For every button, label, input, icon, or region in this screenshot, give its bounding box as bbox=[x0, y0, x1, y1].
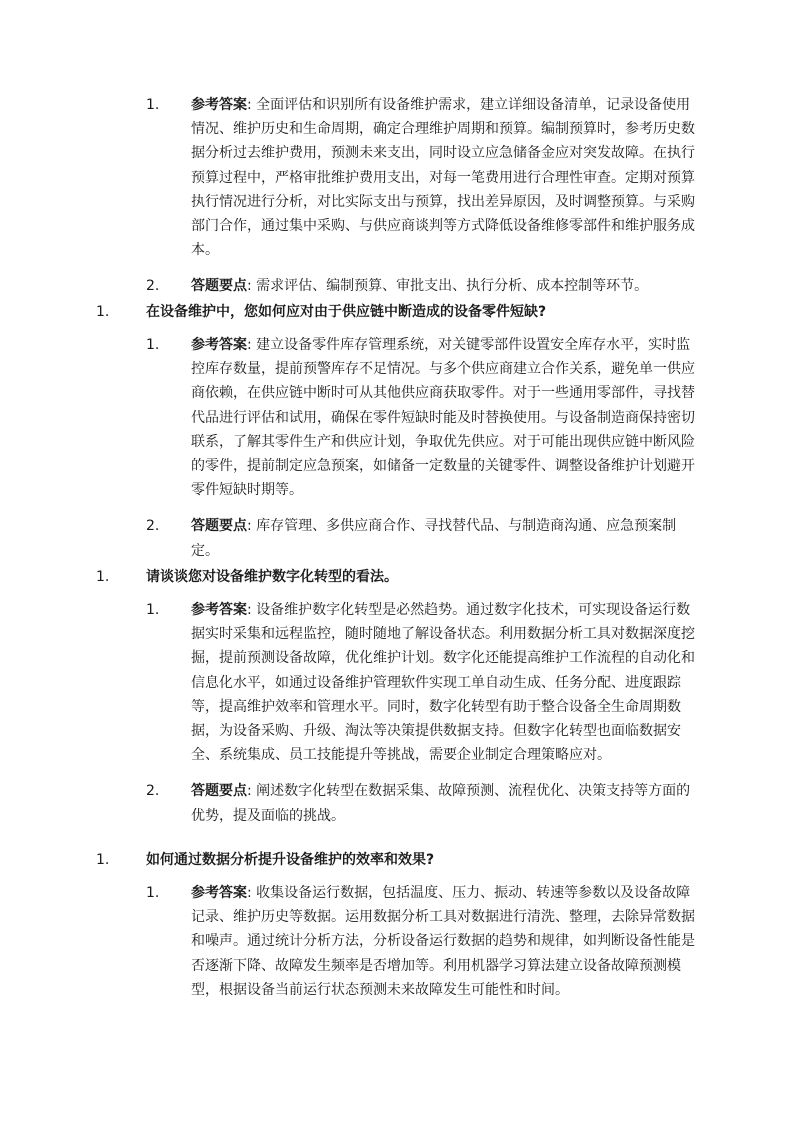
list-number: 1. bbox=[96, 569, 110, 585]
qa-block-3 bbox=[0, 848, 706, 1002]
points-text: 库存管理、多供应商合作、寻找替代品、与制造商沟通、应急预案制定。 bbox=[191, 518, 677, 559]
points-label: 答题要点 bbox=[191, 783, 247, 800]
points-text: 需求评估、编制预算、审批支出、执行分析、成本控制等环节。 bbox=[256, 278, 649, 295]
answer-text: 设备维护数字化转型是必然趋势。通过数字化技术，可实现设备运行数据实时采集和远程监控，随时随地了解设备状态。利用数据分析工具对数据深度挖掘，提前预测设备故障，优化维护计划。数字化还能提高维护工作流程的自动化和信息化水平，如通过设备维护管理软件实现工单自动生成、任务分配、进度跟踪等，提高维护效率和管理水平。同时，数字化转型有助于整合设备全生命周期数据，为设备采购、升级、淘汰等决策提供数据支持。但数字化转型也面临数据安全、系统集成、员工技能提升等挑战，需要企业制定合理策略应对。 bbox=[191, 602, 695, 764]
question-text: 在设备维护中，您如何应对由于供应链中断造成的设备零件短缺? bbox=[146, 304, 547, 320]
list-number: 1. bbox=[96, 852, 110, 868]
question-item bbox=[0, 565, 706, 589]
answer-item: 1. 参考答案: 收集设备运行数据，包括温度、压力、振动、转速等参数以及设备故障记录、维护历史等数据。运用数据分析工具对数据进行清洗、整理，去除异常数据和噪声。通过统计分析方法，分析设备运行数据的趋势和规律，如判断设备性能是否逐渐下降、故障发生频率是否增加等。利用机器学习算法建立设备故障预测模型，根据设备当前运行状态预测未来故障发生可能性和时间。 bbox=[0, 881, 699, 1002]
answer-label: 参考答案 bbox=[191, 337, 247, 353]
points-label: 答题要点 bbox=[191, 518, 247, 535]
answer-label: 参考答案 bbox=[191, 885, 247, 901]
list-number: 1. bbox=[96, 304, 110, 320]
list-number: 1. bbox=[146, 337, 160, 353]
points-item: 2. 答题要点: 阐述数字化转型在数据采集、故障预测、流程优化、决策支持等方面的优势，提及面临的挑战。 bbox=[0, 779, 699, 827]
qa-block-2 bbox=[0, 565, 706, 828]
question-item bbox=[0, 300, 706, 324]
question-item bbox=[0, 848, 706, 872]
list-number: 1. bbox=[146, 602, 160, 618]
list-number: 2. bbox=[146, 783, 160, 800]
list-number: 2. bbox=[146, 518, 160, 535]
question-text: 如何通过数据分析提升设备维护的效率和效果? bbox=[146, 852, 435, 868]
list-number: 1. bbox=[146, 885, 160, 901]
points-item: 2. 答题要点: 需求评估、编制预算、审批支出、执行分析、成本控制等环节。 bbox=[0, 274, 699, 298]
answer-item: 1. 参考答案: 全面评估和识别所有设备维护需求，建立详细设备清单，记录设备使用情况、维护历史和生命周期，确定合理维护周期和预算。编制预算时，参考历史数据分析过去维护费用，预测未来支出，同时设立应急储备金应对突发故障。在执行预算过程中，严格审批维护费用支出，对每一笔费用进行合理性审查。定期对预算执行情况进行分析，对比实际支出与预算，找出差异原因，及时调整预算。与采购部门合作，通过集中采购、与供应商谈判等方式降低设备维修零部件和维护服务成本。 bbox=[0, 93, 699, 262]
answer-text: 全面评估和识别所有设备维护需求，建立详细设备清单，记录设备使用情况、维护历史和生命周期，确定合理维护周期和预算。编制预算时，参考历史数据分析过去维护费用，预测未来支出，同时设立应急储备金应对突发故障。在执行预算过程中，严格审批维护费用支出，对每一笔费用进行合理性审查。定期对预算执行情况进行分析，对比实际支出与预算，找出差异原因，及时调整预算。与采购部门合作，通过集中采购、与供应商谈判等方式降低设备维修零部件和维护服务成本。 bbox=[191, 97, 695, 259]
answer-text: 收集设备运行数据，包括温度、压力、振动、转速等参数以及设备故障记录、维护历史等数据。运用数据分析工具对数据进行清洗、整理，去除异常数据和噪声。通过统计分析方法，分析设备运行数据的趋势和规律，如判断设备性能是否逐渐下降、故障发生频率是否增加等。利用机器学习算法建立设备故障预测模型，根据设备当前运行状态预测未来故障发生可能性和时间。 bbox=[191, 885, 695, 998]
question-text: 请谈谈您对设备维护数字化转型的看法。 bbox=[146, 569, 398, 585]
list-number: 1. bbox=[146, 97, 160, 113]
points-item: 2. 答题要点: 库存管理、多供应商合作、寻找替代品、与制造商沟通、应急预案制定。 bbox=[0, 514, 699, 562]
answer-label: 参考答案 bbox=[191, 602, 247, 618]
points-text: 阐述数字化转型在数据采集、故障预测、流程优化、决策支持等方面的优势，提及面临的挑战。 bbox=[191, 783, 691, 824]
answer-item: 1. 参考答案: 设备维护数字化转型是必然趋势。通过数字化技术，可实现设备运行数据实时采集和远程监控，随时随地了解设备状态。利用数据分析工具对数据深度挖掘，提前预测设备故障，优化维护计划。数字化还能提高维护工作流程的自动化和信息化水平，如通过设备维护管理软件实现工单自动生成、任务分配、进度跟踪等，提高维护效率和管理水平。同时，数字化转型有助于整合设备全生命周期数据，为设备采购、升级、淘汰等决策提供数据支持。但数字化转型也面临数据安全、系统集成、员工技能提升等挑战，需要企业制定合理策略应对。 bbox=[0, 598, 699, 767]
answer-item: 1. 参考答案: 建立设备零件库存管理系统，对关键零部件设置安全库存水平，实时监控库存数量，提前预警库存不足情况。与多个供应商建立合作关系，避免单一供应商依赖，在供应链中断时可从其他供应商获取零件。对于一些通用零部件，寻找替代品进行评估和试用，确保在零件短缺时能及时替换使用。与设备制造商保持密切联系，了解其零件生产和供应计划，争取优先供应。对于可能出现供应链中断风险的零件，提前制定应急预案，如储备一定数量的关键零件、调整设备维护计划避开零件短缺时期等。 bbox=[0, 333, 699, 502]
answer-label: 参考答案 bbox=[191, 97, 247, 113]
qa-block-1 bbox=[0, 300, 706, 563]
answer-text: 建立设备零件库存管理系统，对关键零部件设置安全库存水平，实时监控库存数量，提前预警库存不足情况。与多个供应商建立合作关系，避免单一供应商依赖，在供应链中断时可从其他供应商获取零件。对于一些通用零部件，寻找替代品进行评估和试用，确保在零件短缺时能及时替换使用。与设备制造商保持密切联系，了解其零件生产和供应计划，争取优先供应。对于可能出现供应链中断风险的零件，提前制定应急预案，如储备一定数量的关键零件、调整设备维护计划避开零件短缺时期等。 bbox=[191, 337, 695, 499]
list-number: 2. bbox=[146, 278, 160, 295]
qa-block-0 bbox=[0, 93, 699, 299]
points-label: 答题要点 bbox=[191, 278, 247, 295]
